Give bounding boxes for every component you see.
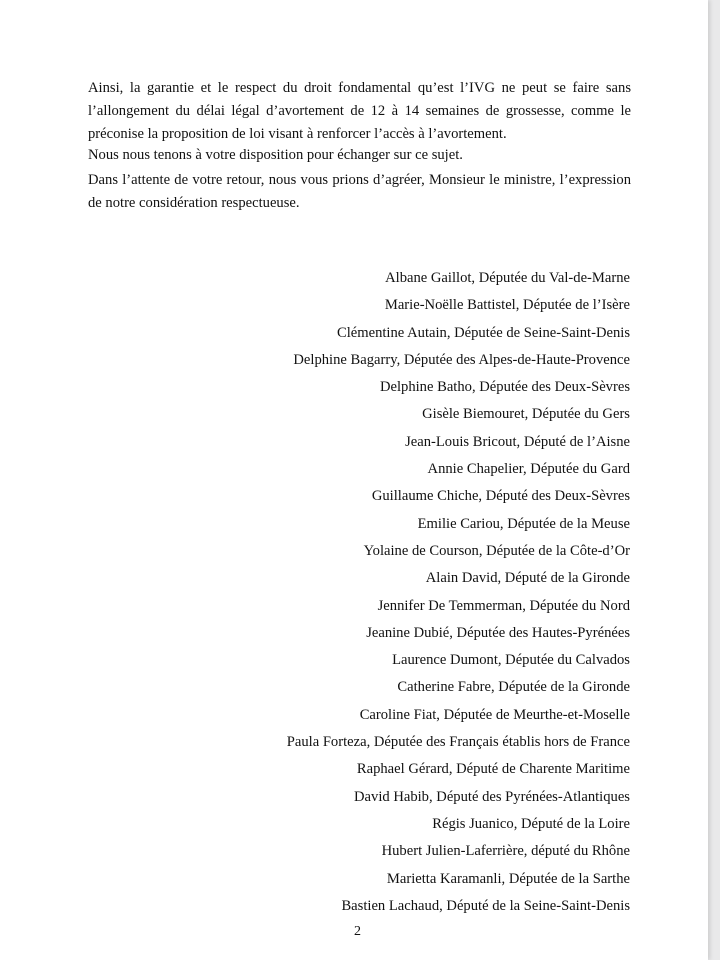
signatory-line: David Habib, Député des Pyrénées-Atlantiques bbox=[354, 788, 630, 805]
signatory-line: Hubert Julien-Laferrière, député du Rhône bbox=[381, 843, 630, 860]
signatory-line: Delphine Batho, Députée des Deux-Sèvres bbox=[379, 379, 630, 396]
signatory-line: Paula Forteza, Députée des Français établis hors de France bbox=[286, 734, 630, 751]
signatory-line: Marie-Noëlle Battistel, Députée de l’Isère bbox=[384, 297, 630, 314]
signatory-line: Raphael Gérard, Député de Charente Maritime bbox=[356, 761, 630, 778]
signatory-line: Gisèle Biemouret, Députée du Gers bbox=[422, 406, 630, 423]
signatory-line: Delphine Bagarry, Députée des Alpes-de-Haute-Provence bbox=[293, 351, 630, 368]
signatory-line: Emilie Cariou, Députée de la Meuse bbox=[417, 515, 630, 532]
signatory-line: Jeanine Dubié, Députée des Hautes-Pyrénées bbox=[366, 624, 630, 641]
paragraph-availability: Nous nous tenons à votre disposition pour échanger sur ce sujet. bbox=[88, 147, 463, 163]
signatory-line: Annie Chapelier, Députée du Gard bbox=[427, 461, 630, 478]
signatory-line: Marietta Karamanli, Députée de la Sarthe bbox=[386, 870, 630, 887]
signatory-line: Jean-Louis Bricout, Député de l’Aisne bbox=[405, 433, 630, 450]
signatory-line: Caroline Fiat, Députée de Meurthe-et-Moselle bbox=[359, 706, 630, 723]
signatory-line: Laurence Dumont, Députée du Calvados bbox=[392, 652, 630, 669]
signatory-list bbox=[110, 265, 630, 920]
signatory-line: Catherine Fabre, Députée de la Gironde bbox=[397, 679, 630, 696]
paragraph-ivg-guarantee: Ainsi, la garantie et le respect du droit fondamental qu’est l’IVG ne peut se faire sans l’allongement du délai légal d’avortement de 12 à 14 semaines de grossesse, comme le préconise la proposition de loi visant à renforcer l’accès à l’avortement. bbox=[88, 80, 631, 142]
signatory-line: Jennifer De Temmerman, Députée du Nord bbox=[377, 597, 630, 614]
signatory-line: Albane Gaillot, Députée du Val-de-Marne bbox=[385, 270, 630, 286]
signatory-line: Alain David, Député de la Gironde bbox=[425, 570, 630, 587]
signatory-line: Régis Juanico, Député de la Loire bbox=[432, 815, 630, 832]
signatory-line: Yolaine de Courson, Députée de la Côte-d’Or bbox=[363, 542, 630, 559]
signatory-line: Clémentine Autain, Députée de Seine-Saint-Denis bbox=[336, 324, 630, 341]
signatory-line: Guillaume Chiche, Député des Deux-Sèvres bbox=[371, 488, 630, 505]
page-number: 2 bbox=[354, 924, 361, 939]
paragraph-closing: Dans l’attente de votre retour, nous vous prions d’agréer, Monsieur le ministre, l’expression de notre considération respectueuse. bbox=[88, 172, 631, 211]
signatory-line: Bastien Lachaud, Député de la Seine-Saint-Denis bbox=[341, 897, 630, 914]
